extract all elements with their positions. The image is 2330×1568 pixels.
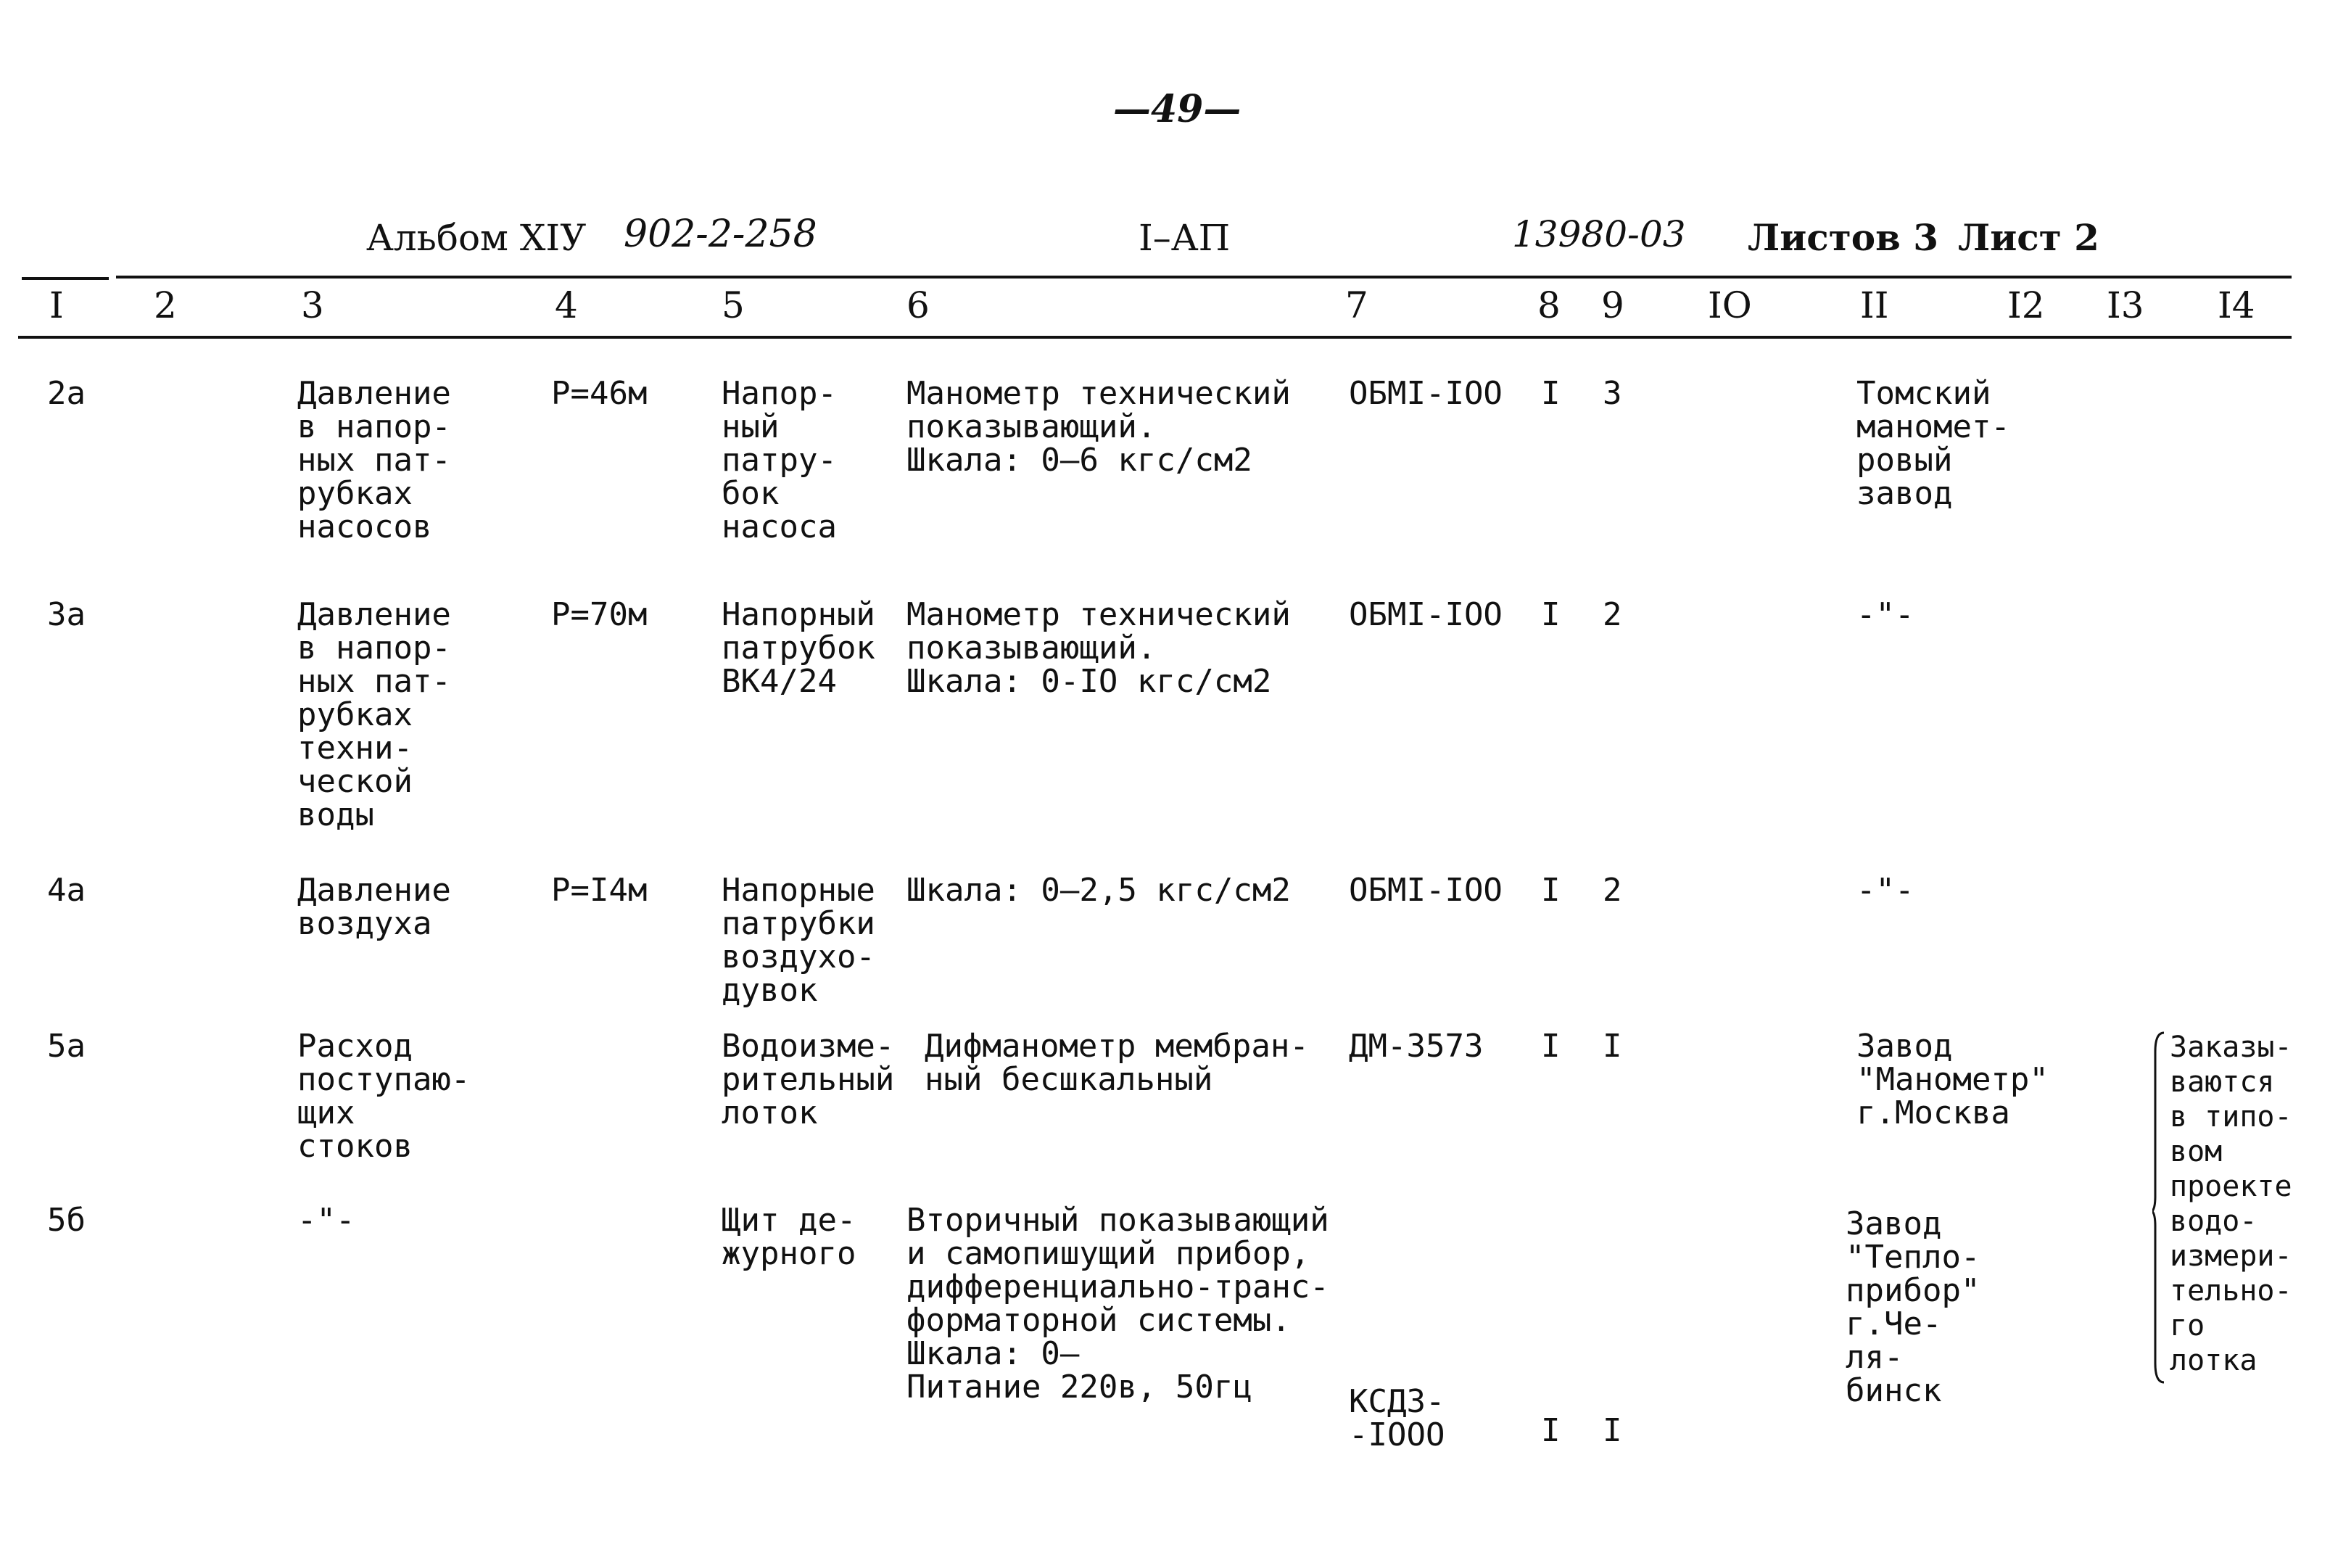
quantity-col8: I — [1541, 596, 1561, 633]
col-header: 4 — [555, 284, 578, 326]
quantity-col9: I — [1603, 1028, 1622, 1065]
col-header: 9 — [1601, 284, 1624, 326]
installation-place: Щит де- журного — [722, 1202, 856, 1272]
col-header: 7 — [1345, 284, 1368, 326]
manufacturer: -"- — [1856, 596, 1914, 633]
col-header: I3 — [2107, 284, 2144, 326]
doc-number: 13980-03 — [1512, 213, 1686, 255]
manufacturer: Завод "Тепло- прибор" г.Че- ля- бинск — [1846, 1205, 1980, 1409]
note: Заказы- ваются в типо- вом проекте водо- измери- тельно- го лотка — [2170, 1031, 2292, 1377]
device-description: Вторичный показывающий и самопишущий прибор, дифференциально-транс- форматорной системы. Шкала: 0– Питание 220в, 50гц — [906, 1202, 1329, 1406]
section-label: I–АП — [1139, 217, 1231, 259]
sheet-number: Лист 2 — [1958, 216, 2099, 259]
header-rule-bottom — [18, 336, 2292, 339]
note-bracket — [2152, 1030, 2167, 1385]
measured-parameter: Расход поступаю- щих стоков — [297, 1028, 471, 1165]
measured-parameter: Давление воздуха — [297, 872, 451, 942]
measured-parameter: Давление в напор- ных пат- рубках техни- ческой воды — [297, 596, 451, 833]
parameter-value: Р=70м — [551, 596, 648, 633]
parameter-value: Р=I4м — [551, 872, 648, 909]
col-header: I — [49, 284, 64, 326]
quantity-col8: I — [1541, 1028, 1561, 1065]
device-description: Шкала: 0–2,5 кгс/см2 — [906, 872, 1291, 909]
col-header: I2 — [2007, 284, 2045, 326]
col-header: 3 — [301, 284, 324, 326]
col-header: 2 — [154, 284, 177, 326]
quantity-col8: I — [1541, 872, 1561, 909]
device-description: Дифманометр мембран- ный бесшкальный — [925, 1028, 1309, 1098]
manufacturer: Завод "Манометр" г.Москва — [1856, 1028, 2049, 1131]
parameter-value: Р=46м — [551, 375, 648, 412]
row-id: 5б — [47, 1202, 86, 1239]
manufacturer: -"- — [1856, 872, 1914, 909]
sheets-total: Листов 3 — [1748, 216, 1939, 259]
device-type: ОБМI-IOO — [1349, 596, 1503, 633]
device-type: ОБМI-IOO — [1349, 872, 1503, 909]
col-header: II — [1860, 284, 1889, 326]
header-rule-left — [22, 277, 109, 280]
device-type: ДМ-3573 — [1349, 1028, 1484, 1065]
measured-parameter: -"- — [297, 1202, 355, 1239]
row-id: 5а — [47, 1028, 86, 1065]
manufacturer: Томский маномет- ровый завод — [1856, 375, 2010, 512]
bracket-mark — [2152, 1030, 2167, 1385]
installation-place: Напор- ный патру- бок насоса — [722, 375, 837, 545]
quantity-col8: I — [1541, 1412, 1561, 1449]
quantity-col8: I — [1541, 375, 1561, 412]
quantity-col9: 2 — [1603, 872, 1622, 909]
quantity-col9: I — [1603, 1412, 1622, 1449]
measured-parameter: Давление в напор- ных пат- рубках насосов — [297, 375, 451, 545]
col-header: 6 — [906, 284, 930, 326]
row-id: 2а — [47, 375, 86, 412]
page-number: —49— — [1113, 87, 1242, 131]
row-id: 3а — [47, 596, 86, 633]
device-description: Манометр технический показывающий. Шкала: 0-IO кгс/см2 — [906, 596, 1291, 700]
quantity-col9: 2 — [1603, 596, 1622, 633]
device-type: КСДЗ- -IOOO — [1349, 1383, 1445, 1453]
album-label: Альбом XIУ — [366, 217, 587, 259]
project-code: 902-2-258 — [624, 212, 817, 256]
installation-place: Напорные патрубки воздухо- дувок — [722, 872, 875, 1009]
quantity-col9: 3 — [1603, 375, 1622, 412]
installation-place: Водоизме- рительный лоток — [722, 1028, 895, 1131]
device-type: ОБМI-IOO — [1349, 375, 1503, 412]
header-rule-top — [116, 276, 2292, 278]
installation-place: Напорный патрубок ВК4/24 — [722, 596, 875, 700]
device-description: Манометр технический показывающий. Шкала: 0–6 кгс/см2 — [906, 375, 1291, 479]
col-header: 8 — [1537, 284, 1561, 326]
col-header: IO — [1708, 284, 1752, 326]
col-header: 5 — [722, 284, 745, 326]
row-id: 4а — [47, 872, 86, 909]
col-header: I4 — [2218, 284, 2255, 326]
